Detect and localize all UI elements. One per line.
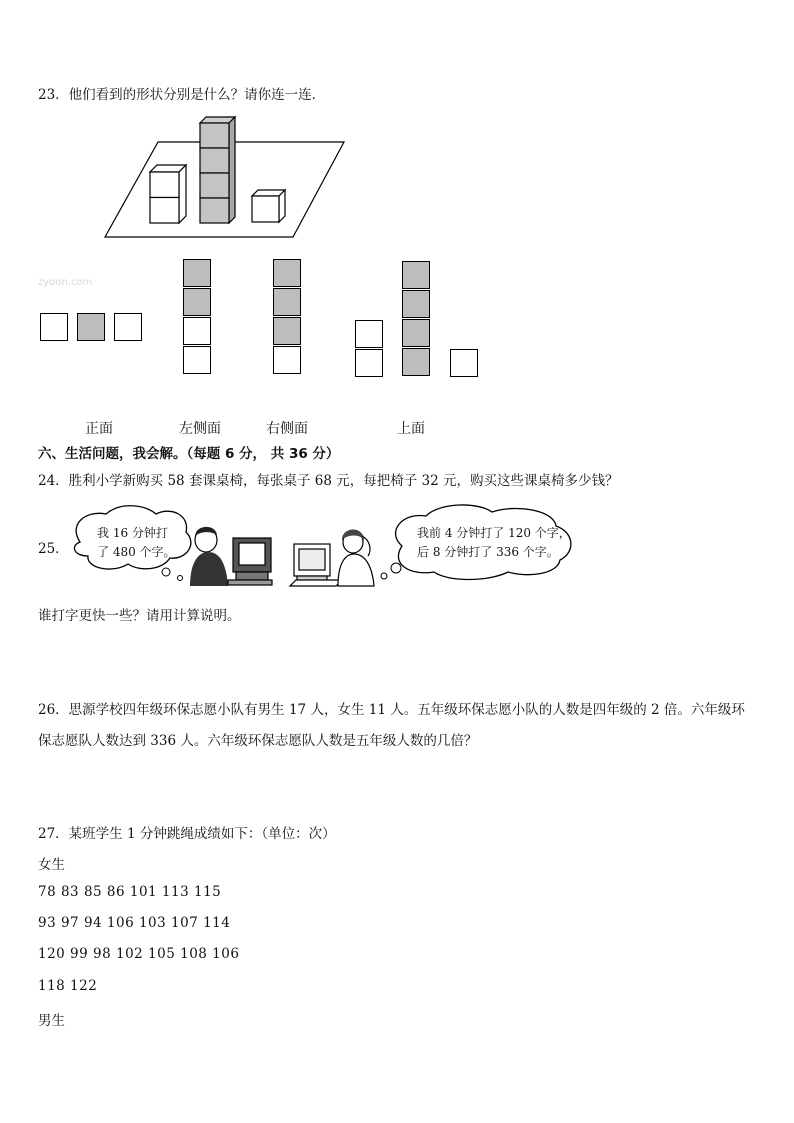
girl-figure [338,530,374,587]
section-6-title: 六、生活问题，我会解。（每题 6 分， 共 36 分） [38,446,340,462]
q26-line-1: 26．思源学校四年级环保志愿小队有男生 17 人，女生 11 人。五年级环保志愿小队的人数是四年级的 2 倍。六年级环 [38,702,745,718]
girls-row-3: 120 99 98 102 105 108 106 [38,946,240,962]
q25-number: 25． [38,541,69,557]
q27-text: 27．某班学生 1 分钟跳绳成绩如下：（单位：次） [38,826,336,842]
boy-figure [190,527,228,586]
cube-arrangement-figure [100,112,350,242]
right-cube [252,190,285,222]
right-bubble-text: 我前 4 分钟打了 120 个字， 后 8 分钟打了 336 个字。 [417,526,571,559]
q24-text: 24．胜利小学新购买 58 套课桌椅，每张桌子 68 元，每把椅子 32 元，购买这些课桌椅多少钱？ [38,473,619,489]
girls-row-1: 78 83 85 86 101 113 115 [38,884,222,900]
label-right-side: 右侧面 [266,421,308,437]
right-computer [290,544,342,586]
label-top: 上面 [397,421,425,437]
q23-text: 23．他们看到的形状分别是什么？请你连一连． [38,87,326,103]
middle-cube-stack [200,117,235,223]
left-bubble-text: 我 16 分钟打 了 480 个字。 [97,526,176,559]
watermark-text: zyoon.com [38,277,93,288]
label-left-side: 左侧面 [179,421,221,437]
boys-label: 男生 [38,1013,65,1029]
girls-row-4: 118 122 [38,978,98,994]
left-computer [228,538,272,585]
left-cube-stack [150,165,186,223]
label-front: 正面 [85,421,113,437]
girls-row-2: 93 97 94 106 103 107 114 [38,915,231,931]
q25-question: 谁打字更快一些？请用计算说明。 [38,608,241,624]
q26-line-2: 保志愿队人数达到 336 人。六年级环保志愿队人数是五年级人数的几倍？ [38,733,478,749]
girls-label: 女生 [38,857,65,873]
